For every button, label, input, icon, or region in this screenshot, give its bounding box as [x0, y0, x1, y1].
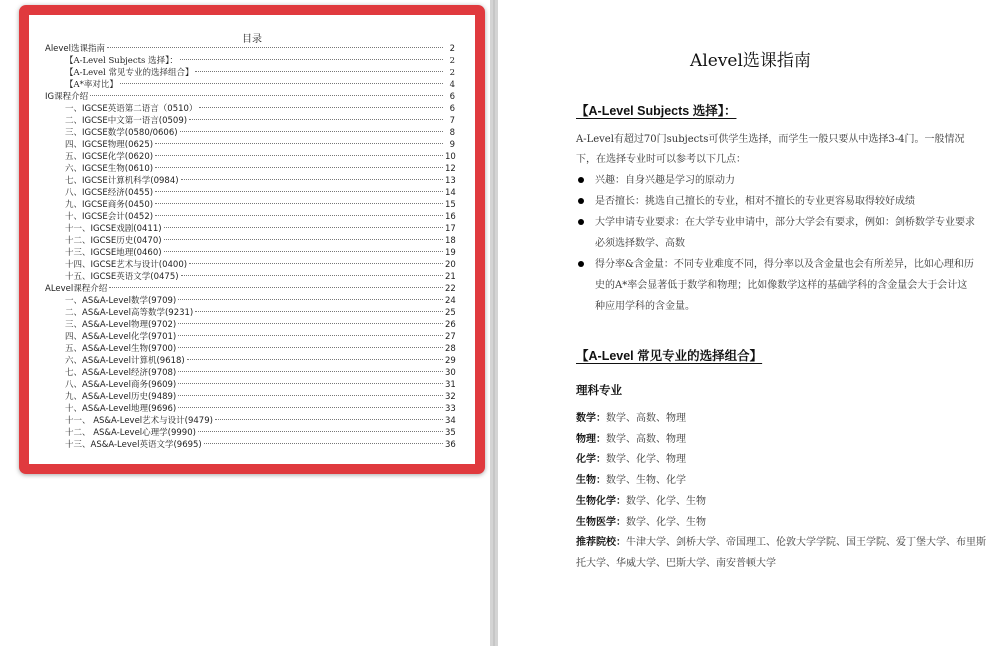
- toc-entry-text: 五、IGCSE化学(0620): [65, 152, 154, 162]
- toc-entry-text: 九、IGCSE商务(0450): [65, 200, 154, 210]
- toc-page-thumbnail[interactable]: [19, 5, 485, 474]
- toc-page-number: 33: [445, 404, 456, 414]
- toc-page-number: 28: [445, 344, 456, 354]
- toc-entry[interactable]: [45, 355, 455, 367]
- section-heading-subjects: 【A-Level Subjects 选择】：: [576, 104, 737, 118]
- toc-entry[interactable]: [45, 403, 455, 415]
- toc-page-number: 12: [445, 164, 456, 174]
- toc-dot-leader: [199, 107, 443, 108]
- toc-entry-text: ALevel课程介绍: [45, 284, 108, 294]
- combination-label: 物理：: [576, 433, 606, 445]
- toc-entry[interactable]: [45, 127, 455, 139]
- toc-entry[interactable]: [45, 415, 455, 427]
- toc-entry-text: 十五、IGCSE英语文学(0475): [65, 272, 179, 282]
- combination-label: 数学：: [576, 413, 606, 424]
- toc-entry-text: 四、AS&A-Level化学(9701): [65, 332, 177, 342]
- toc-dot-leader: [155, 203, 443, 204]
- toc-entry-text: 【A*率对比】: [65, 80, 118, 90]
- toc-dot-leader: [189, 263, 443, 264]
- toc-entry-text: 一、IGCSE英语第二语言（0510）: [65, 104, 198, 114]
- toc-entry[interactable]: [45, 103, 455, 115]
- intro-paragraph: A-Level有超过70门subjects可供学生选择，而学生一般只要从中选择3-4门。一般情况下，在选择专业时可以参考以下几点：: [576, 134, 965, 165]
- toc-entry[interactable]: [45, 247, 455, 259]
- toc-entry-text: 十二、IGCSE历史(0470): [65, 236, 162, 246]
- toc-entry[interactable]: [45, 235, 455, 247]
- toc-entry-text: 十四、IGCSE艺术与设计(0400): [65, 260, 188, 270]
- toc-page-number: 26: [445, 320, 456, 330]
- combination-value: 数学、高数、物理: [606, 433, 686, 445]
- toc-page-number: 13: [445, 176, 456, 186]
- toc-page-number: 35: [445, 428, 456, 438]
- toc-page-number: 2: [449, 44, 455, 54]
- toc-dot-leader: [164, 239, 443, 240]
- toc-dot-leader: [178, 323, 443, 324]
- toc-page-number: 2: [449, 68, 455, 78]
- combination-label: 生物化学：: [576, 495, 626, 507]
- toc-entry-text: 十一、 AS&A-Level艺术与设计(9479): [65, 416, 213, 426]
- toc-entry-text: Alevel选课指南: [45, 44, 106, 54]
- toc-entry[interactable]: [45, 319, 455, 331]
- toc-page-number: 29: [445, 356, 456, 366]
- bullet-text: 大学申请专业要求：在大学专业申请中，部分大学会有要求，例如：剑桥数学专业要求必须选择数学、高数: [595, 217, 975, 249]
- toc-page-number: 6: [449, 104, 455, 114]
- toc-page-number: 7: [449, 116, 455, 126]
- combination-row: [576, 430, 986, 451]
- toc-dot-leader: [180, 59, 443, 60]
- toc-entry-text: 二、IGCSE中文第一语言(0509): [65, 116, 188, 126]
- toc-entry-text: 九、AS&A-Level历史(9489): [65, 392, 177, 402]
- toc-entry-text: 十、IGCSE会计(0452): [65, 212, 154, 222]
- bullet-text: 得分率&含金量：不同专业难度不同，得分率以及含金量也会有所差异，比如心理和历史的A*率会显著低于数学和物理；比如像数学这样的基础学科的含金量会大于会计这种应用学科的含金量。: [595, 259, 974, 312]
- pane-divider[interactable]: [490, 0, 498, 646]
- combination-value: 数学、化学、生物: [626, 495, 706, 507]
- toc-entry-text: 七、IGCSE计算机科学(0984): [65, 176, 179, 186]
- bullet-text: 是否擅长：挑选自己擅长的专业，相对不擅长的专业更容易取得较好成绩: [595, 196, 915, 207]
- toc-entry-text: 【A-Level Subjects 选择】：: [65, 56, 178, 66]
- toc-dot-leader: [155, 191, 443, 192]
- toc-dot-leader: [178, 335, 443, 336]
- toc-entry[interactable]: [45, 55, 455, 67]
- combination-row: [576, 533, 986, 574]
- toc-page-number: 14: [445, 188, 456, 198]
- bullet-dot-icon: [578, 177, 584, 183]
- toc-entry-text: 十二、 AS&A-Level心理学(9990): [65, 428, 196, 438]
- toc-entry[interactable]: [45, 271, 455, 283]
- toc-entry[interactable]: [45, 439, 455, 451]
- section-heading-combinations: 【A-Level 常见专业的选择组合】: [576, 349, 763, 363]
- toc-page-number: 25: [445, 308, 456, 318]
- toc-page-number: 10: [445, 152, 456, 162]
- toc-page-number: 32: [445, 392, 456, 402]
- bullet-list: [576, 170, 976, 317]
- combination-value: 数学、化学、物理: [606, 454, 686, 466]
- toc-page-number: 34: [445, 416, 456, 426]
- toc-dot-leader: [109, 287, 443, 288]
- toc-entry-text: 三、IGCSE数学(0580/0606): [65, 128, 178, 138]
- toc-entry[interactable]: [45, 163, 455, 175]
- toc-dot-leader: [155, 215, 443, 216]
- toc-entry[interactable]: [45, 211, 455, 223]
- toc-page-number: 20: [445, 260, 456, 270]
- toc-dot-leader: [178, 395, 443, 396]
- toc-dot-leader: [178, 407, 443, 408]
- toc-entry-text: IG课程介绍: [45, 92, 89, 102]
- toc-entry[interactable]: [45, 79, 455, 91]
- toc-dot-leader: [155, 167, 443, 168]
- toc-entry[interactable]: [45, 187, 455, 199]
- combination-label: 生物医学：: [576, 516, 626, 528]
- toc-entry[interactable]: [45, 283, 455, 295]
- toc-page-number: 17: [445, 224, 456, 234]
- toc-entry-text: 四、IGCSE物理(0625): [65, 140, 154, 150]
- toc-page-number: 19: [445, 248, 456, 258]
- toc-entry-text: 七、AS&A-Level经济(9708): [65, 368, 177, 378]
- toc-entry[interactable]: [45, 295, 455, 307]
- toc-page-number: 27: [445, 332, 456, 342]
- combination-row: [576, 513, 986, 534]
- toc-title: 目录: [242, 34, 262, 45]
- toc-entry-text: 五、AS&A-Level生物(9700): [65, 344, 177, 354]
- toc-entry-text: 十、AS&A-Level地理(9696): [65, 404, 177, 414]
- combination-row: [576, 409, 986, 430]
- toc-entry[interactable]: [45, 139, 455, 151]
- toc-dot-leader: [195, 71, 443, 72]
- toc-page-number: 6: [449, 92, 455, 102]
- toc-page-number: 15: [445, 200, 456, 210]
- toc-entry[interactable]: [45, 151, 455, 163]
- toc-dot-leader: [164, 227, 443, 228]
- toc-page-number: 18: [445, 236, 456, 246]
- bullet-item: [576, 191, 976, 212]
- combination-row: [576, 450, 986, 471]
- toc-entry[interactable]: [45, 67, 455, 79]
- toc-dot-leader: [178, 347, 443, 348]
- toc-entry-text: 八、IGCSE经济(0455): [65, 188, 154, 198]
- toc-entry[interactable]: [45, 343, 455, 355]
- toc-entry[interactable]: [45, 175, 455, 187]
- bullet-item: [576, 170, 976, 191]
- toc-dot-leader: [155, 155, 443, 156]
- combination-label: 推荐院校：: [576, 537, 626, 549]
- combination-row: [576, 492, 986, 513]
- toc-dot-leader: [178, 371, 443, 372]
- toc-dot-leader: [155, 143, 443, 144]
- toc-entry[interactable]: [45, 115, 455, 127]
- toc-entry[interactable]: [45, 259, 455, 271]
- combination-value: 牛津大学、剑桥大学、帝国理工、伦敦大学学院、国王学院、爱丁堡大学、布里斯托大学、华威大学、巴斯大学、南安普顿大学: [576, 537, 986, 569]
- toc-page-number: 31: [445, 380, 456, 390]
- toc-dot-leader: [180, 131, 443, 132]
- combination-row: [576, 471, 986, 492]
- combination-list: [576, 409, 986, 575]
- bullet-dot-icon: [578, 261, 584, 267]
- toc-entry-text: 一、AS&A-Level数学(9709): [65, 296, 177, 306]
- document-page: [498, 0, 1003, 646]
- combination-value: 数学、生物、化学: [606, 475, 686, 487]
- bullet-dot-icon: [578, 219, 584, 225]
- divider-line: [493, 0, 495, 646]
- toc-entry[interactable]: [45, 379, 455, 391]
- combination-label: 生物：: [576, 475, 606, 487]
- toc-dot-leader: [90, 95, 443, 96]
- toc-page-number: 9: [449, 140, 455, 150]
- toc-dot-leader: [164, 251, 443, 252]
- left-pane: [0, 0, 490, 646]
- document-title: Alevel选课指南: [690, 51, 811, 71]
- toc-dot-leader: [189, 119, 443, 120]
- toc-entry-text: 六、IGCSE生物(0610): [65, 164, 154, 174]
- bullet-text: 兴趣：自身兴趣是学习的原动力: [595, 175, 735, 186]
- toc-entry[interactable]: [45, 223, 455, 235]
- toc-page-number: 8: [449, 128, 455, 138]
- toc-entry-text: 十一、IGCSE戏剧(0411): [65, 224, 162, 234]
- toc-page-number: 22: [445, 284, 456, 294]
- toc-entry[interactable]: [45, 391, 455, 403]
- subheading-science: 理科专业: [576, 385, 622, 397]
- toc-entry-text: 【A-Level 常见专业的选择组合】: [65, 68, 194, 78]
- toc-entry[interactable]: [45, 427, 455, 439]
- toc-dot-leader: [181, 275, 443, 276]
- toc-list: [45, 43, 455, 451]
- toc-entry-text: 三、AS&A-Level物理(9702): [65, 320, 177, 330]
- toc-entry-text: 十三、IGCSE地理(0460): [65, 248, 162, 258]
- combination-value: 数学、化学、生物: [626, 516, 706, 528]
- toc-dot-leader: [107, 47, 443, 48]
- toc-dot-leader: [181, 179, 443, 180]
- toc-dot-leader: [215, 419, 443, 420]
- bullet-item: [576, 254, 976, 317]
- toc-page-number: 36: [445, 440, 456, 450]
- toc-entry[interactable]: [45, 199, 455, 211]
- toc-dot-leader: [198, 431, 443, 432]
- toc-page-number: 21: [445, 272, 456, 282]
- toc-page-number: 30: [445, 368, 456, 378]
- toc-page-number: 24: [445, 296, 456, 306]
- toc-entry[interactable]: [45, 331, 455, 343]
- toc-page-number: 16: [445, 212, 456, 222]
- bullet-dot-icon: [578, 198, 584, 204]
- toc-entry[interactable]: [45, 43, 455, 55]
- toc-entry[interactable]: [45, 367, 455, 379]
- toc-entry-text: 二、AS&A-Level高等数学(9231): [65, 308, 194, 318]
- toc-entry-text: 十三、AS&A-Level英语文学(9695): [65, 440, 202, 450]
- combination-label: 化学：: [576, 454, 606, 466]
- toc-dot-leader: [187, 359, 443, 360]
- toc-dot-leader: [120, 83, 443, 84]
- toc-dot-leader: [178, 299, 443, 300]
- toc-dot-leader: [204, 443, 443, 444]
- toc-entry[interactable]: [45, 307, 455, 319]
- toc-page-number: 2: [449, 56, 455, 66]
- toc-entry[interactable]: [45, 91, 455, 103]
- toc-page-number: 4: [449, 80, 455, 90]
- toc-entry-text: 六、AS&A-Level计算机(9618): [65, 356, 185, 366]
- combination-value: 数学、高数、物理: [606, 413, 686, 424]
- toc-dot-leader: [195, 311, 443, 312]
- toc-dot-leader: [178, 383, 443, 384]
- bullet-item: [576, 212, 976, 254]
- toc-entry-text: 八、AS&A-Level商务(9609): [65, 380, 177, 390]
